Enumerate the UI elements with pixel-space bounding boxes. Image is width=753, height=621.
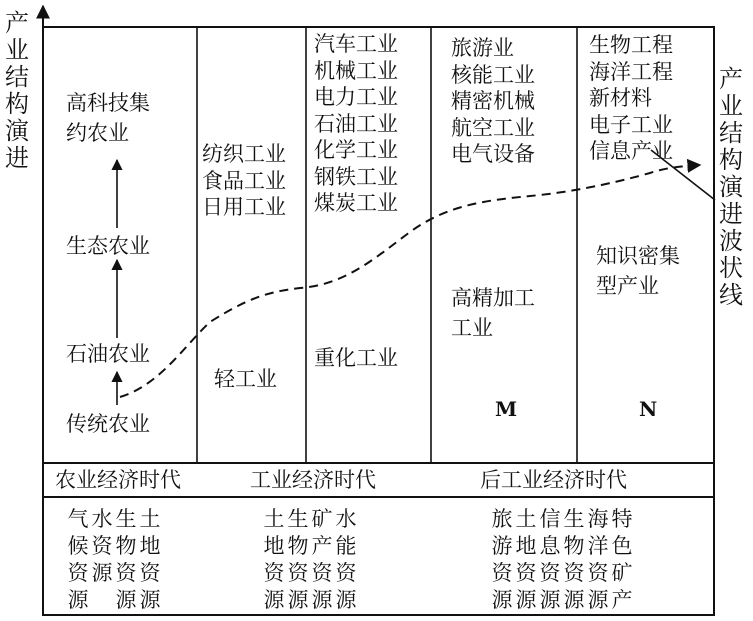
heavy-item: 钢铁工业 [314,164,398,189]
resources-industrial [262,506,358,614]
resource-char: 源 [587,588,609,612]
resource-char: 生 [115,507,137,531]
resource-char: 源 [491,588,513,612]
resource-char: 能 [335,534,357,558]
light-item: 日用工业 [202,195,286,219]
n-item: 新材料 [589,86,652,110]
resource-char: 地 [263,534,285,558]
resource-char: 物 [287,534,309,558]
resource-char: 资 [587,561,609,585]
resource-char: 旅 [491,507,513,531]
resource-char: 资 [335,561,357,585]
resource-char: 地 [515,534,537,558]
heavy-item: 化学工业 [314,138,398,162]
m-item: 旅游业 [451,36,514,60]
resource-char: 息 [539,534,561,558]
resource-char: 产 [311,534,333,558]
resource-char: 源 [67,588,89,612]
resource-char: 资 [311,561,333,585]
m-industry-list [451,35,535,168]
light-industry-list [202,141,286,221]
n-label-line2: 型产业 [596,274,659,298]
resource-char: 土 [263,507,285,531]
resource-char: 源 [563,588,585,612]
n-letter: N [639,397,658,421]
agri-stage-oil: 石油农业 [66,342,150,366]
n-item: 生物工程 [589,33,673,57]
resource-char: 色 [611,534,633,558]
resource-char: 候 [67,534,89,558]
m-label-line1: 高精加工 [451,286,535,310]
resource-char: 物 [115,534,137,558]
era-agri: 农业经济时代 [55,468,181,492]
n-item: 信息产业 [589,139,673,163]
resource-char: 生 [563,507,585,531]
resource-char: 资 [139,561,161,585]
heavy-item: 汽车工业 [314,32,398,56]
resource-char: 源 [263,588,285,612]
heavy-item: 机械工业 [314,58,398,83]
heavy-industry-label: 重化工业 [314,346,398,370]
resource-char: 产 [611,588,633,612]
resource-char: 物 [563,534,585,558]
resource-char: 源 [115,588,137,612]
resource-char: 源 [539,588,561,612]
agri-top-line1: 高科技集 [66,91,150,115]
light-item: 食品工业 [202,168,286,193]
heavy-industry-list [314,31,398,217]
n-industry-list [589,32,673,165]
resource-char: 源 [515,588,537,612]
light-item: 纺织工业 [202,142,286,166]
m-item: 电气设备 [451,142,535,166]
resource-char: 游 [491,534,513,558]
resource-char: 源 [335,588,357,612]
m-item: 航空工业 [451,115,535,140]
resource-char: 信 [539,507,561,531]
m-item: 精密机械 [451,89,535,113]
resource-char: 资 [115,561,137,585]
resource-char: 水 [91,507,113,531]
resources-agri [66,506,162,614]
heavy-item: 石油工业 [314,111,398,136]
resource-char: 土 [139,507,161,531]
resource-char: 资 [491,561,513,585]
resource-char: 气 [67,507,89,531]
resource-char: 资 [67,561,89,585]
resource-char: 源 [139,588,161,612]
resource-char: 资 [539,561,561,585]
resource-char: 源 [91,561,113,585]
resource-char: 洋 [587,534,609,558]
y-axis-label: 产 业 结 构 演 进 [5,9,29,172]
m-letter: M [495,397,518,421]
agri-stage-eco: 生态农业 [66,234,150,258]
resource-char: 资 [563,561,585,585]
resource-char: 生 [287,507,309,531]
resources-post [490,506,634,614]
resource-char: 矿 [311,507,333,531]
resource-char: 资 [263,561,285,585]
resource-char: 地 [139,534,161,558]
resource-char [90,587,114,614]
n-label-line1: 知识密集 [596,244,680,268]
resource-char: 源 [287,588,309,612]
resource-char: 资 [91,534,113,558]
resource-char: 资 [287,561,309,585]
n-item: 海洋工程 [589,59,673,84]
n-item: 电子工业 [589,112,673,137]
era-post-industrial: 后工业经济时代 [480,468,627,492]
era-industrial: 工业经济时代 [250,468,376,492]
resource-char: 水 [335,507,357,531]
resource-char: 土 [515,507,537,531]
heavy-item: 煤炭工业 [314,191,398,215]
resource-char: 矿 [611,561,633,585]
wave-label: 产 业 结 构 演 进 波 状 线 [719,65,743,309]
resource-char: 特 [611,507,633,531]
agri-top-line2: 约农业 [66,121,129,145]
light-industry-label: 轻工业 [214,367,277,391]
heavy-item: 电力工业 [314,85,398,109]
agri-stage-traditional: 传统农业 [66,412,150,436]
resource-char: 源 [311,588,333,612]
m-label-line2: 工业 [451,316,493,340]
resource-char: 海 [587,507,609,531]
m-item: 核能工业 [451,62,535,87]
resource-char: 资 [515,561,537,585]
